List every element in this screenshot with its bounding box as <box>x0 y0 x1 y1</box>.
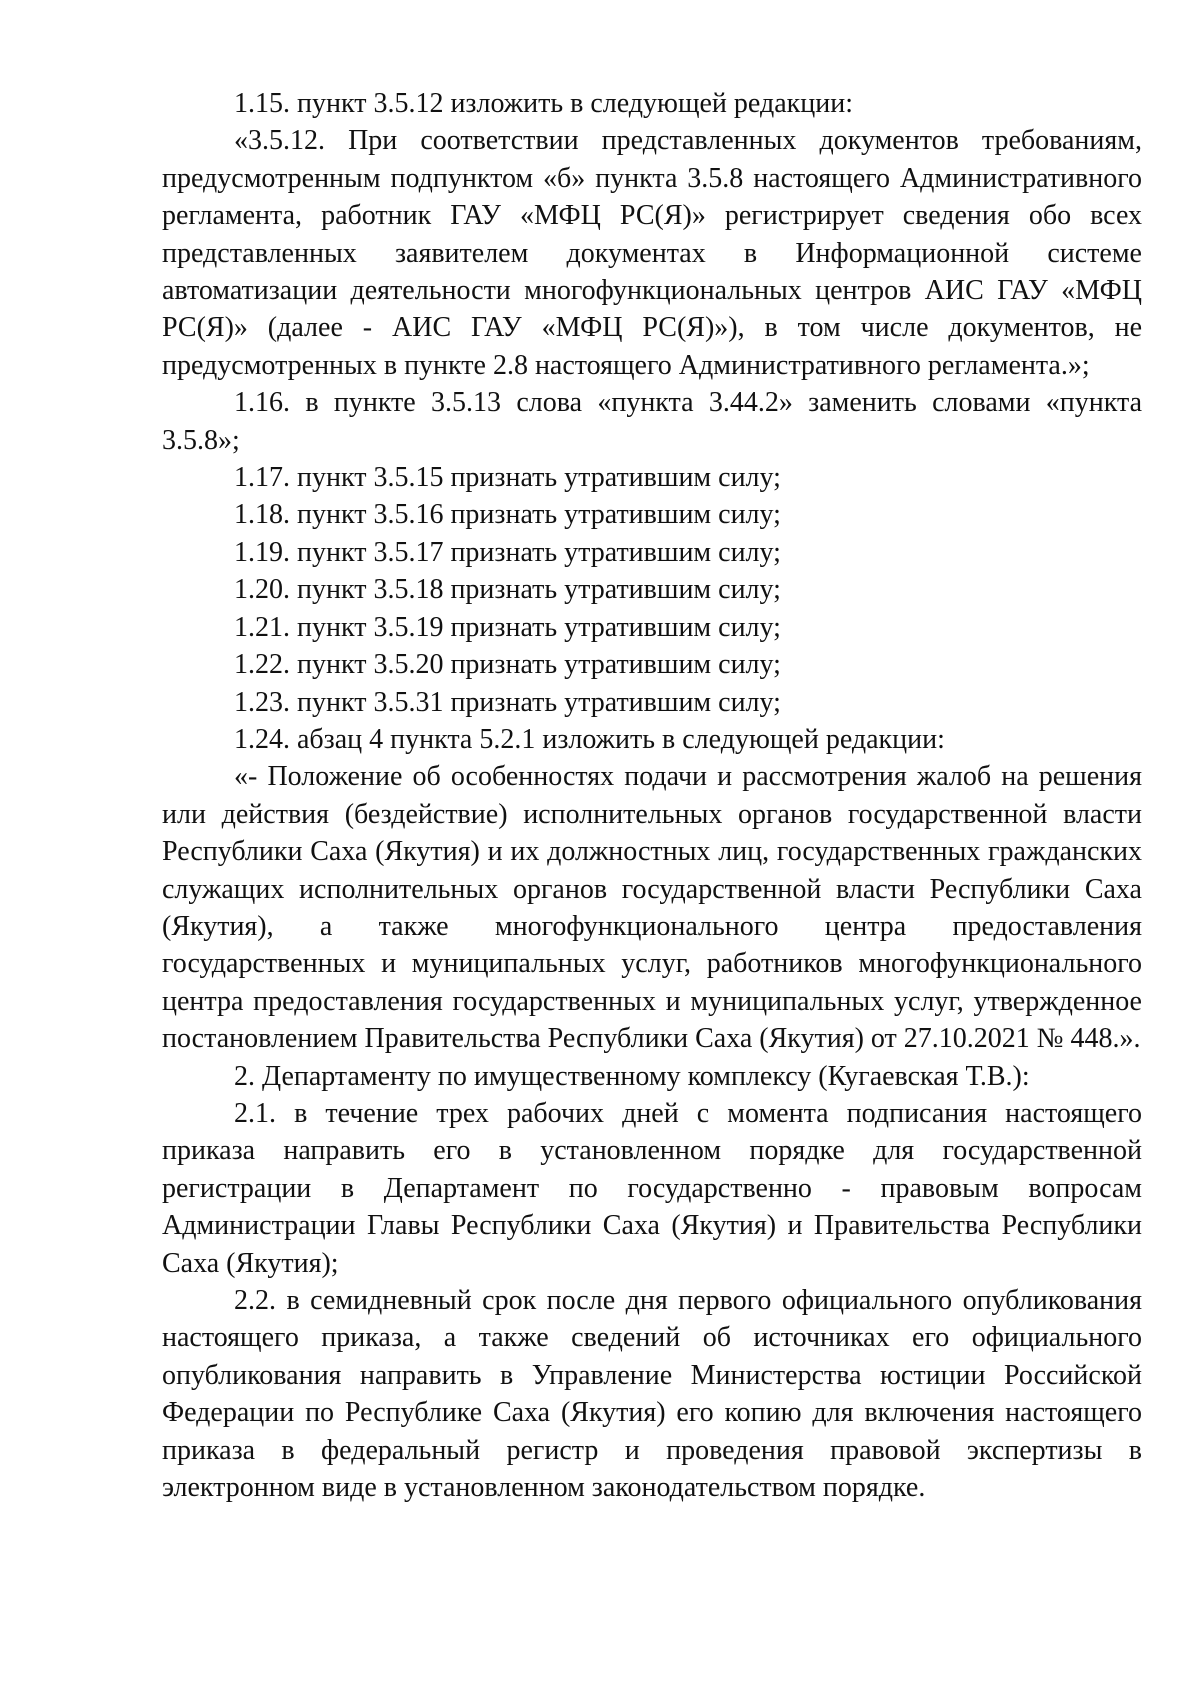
paragraph-2: 2. Департаменту по имущественному комплексу (Кугаевская Т.В.): <box>234 1060 1030 1092</box>
paragraph-1-23: 1.23. пункт 3.5.31 признать утратившим силу; <box>234 686 781 718</box>
paragraph-1-15: 1.15. пункт 3.5.12 изложить в следующей редакции: <box>234 88 853 119</box>
paragraph-2-1: 2.1. в течение трех рабочих дней с момента подписания настоящего приказа направить его в установленном порядке для государственной регистрации в Департамент по государственно - правовым вопросам Администрации Главы Республики Саха (Якутия) и Правительства Республики Саха (Якутия); <box>162 1097 1142 1279</box>
paragraph-1-24: 1.24. абзац 4 пункта 5.2.1 изложить в следующей редакции: <box>234 723 945 755</box>
paragraph-1-16: 1.16. в пункте 3.5.13 слова «пункта 3.44.2» заменить словами «пункта 3.5.8»; <box>162 387 1142 456</box>
paragraph-1-17: 1.17. пункт 3.5.15 признать утратившим силу; <box>234 462 781 494</box>
paragraph-3-5-12-text: «3.5.12. При соответствии представленных документов требованиям, предусмотренным подпунктом «б» пункта 3.5.8 настоящего Административного регламента, работник ГАУ «МФЦ РС(Я)» регистрирует сведения обо всех представленных заявителем документах в Информационной системе автоматизации деятельности многофункциональных центров АИС ГАУ «МФЦ РС(Я)» (далее - АИС ГАУ «МФЦ РС(Я)»), в том числе документов, не предусмотренных в пункте 2.8 настоящего Административного регламента.»; <box>162 125 1142 381</box>
paragraph-2-2: 2.2. в семидневный срок после дня первого официального опубликования настоящего приказа, а также сведений об источниках его официального опубликования направить в Управление Министерства юстиции Российской Федерации по Республике Саха (Якутия) его копию для включения настоящего приказа в федеральный регистр и проведения правовой экспертизы в электронном виде в установленном законодательством порядке. <box>162 1285 1142 1504</box>
paragraph-1-21: 1.21. пункт 3.5.19 признать утратившим силу; <box>234 611 781 643</box>
paragraph-1-20: 1.20. пункт 3.5.18 признать утратившим силу; <box>234 574 781 606</box>
document-page <box>162 85 1142 1506</box>
paragraph-1-18: 1.18. пункт 3.5.16 признать утратившим силу; <box>234 499 781 531</box>
paragraph-1-19: 1.19. пункт 3.5.17 признать утратившим силу; <box>234 536 781 568</box>
paragraph-complaint-regulation-text: «- Положение об особенностях подачи и рассмотрения жалоб на решения или действия (бездействие) исполнительных органов государственной власти Республики Саха (Якутия) и их должностных лиц, государственных гражданских служащих исполнительных органов государственной власти Республики Саха (Якутия), а также многофункционального центра предоставления государственных и муниципальных услуг, работников многофункционального центра предоставления государственных и муниципальных услуг, утвержденное постановлением Правительства Республики Саха (Якутия) от 27.10.2021 № 448.». <box>162 761 1142 1055</box>
paragraph-1-22: 1.22. пункт 3.5.20 признать утратившим силу; <box>234 649 781 681</box>
